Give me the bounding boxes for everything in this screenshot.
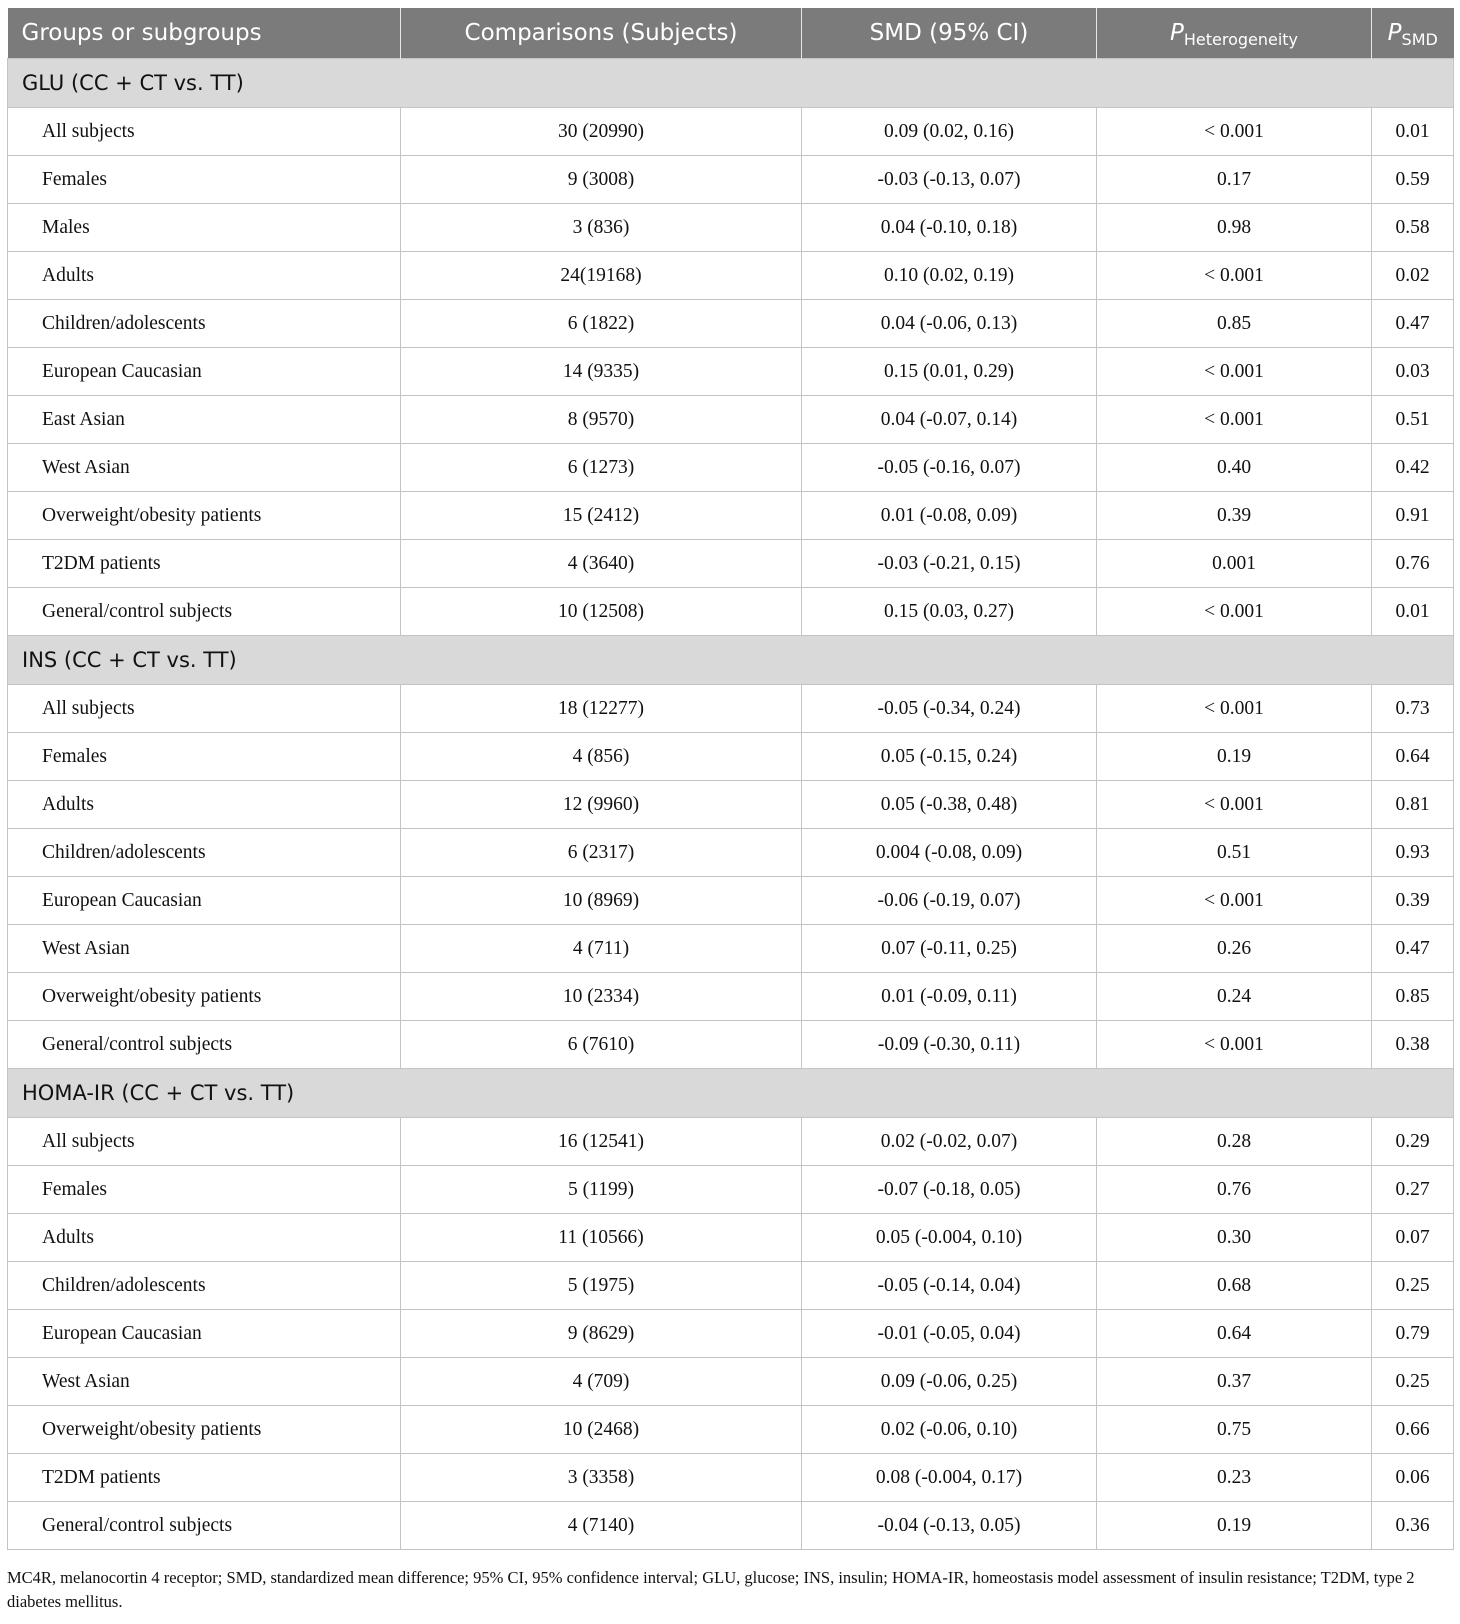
subgroup-cell: General/control subjects xyxy=(8,1021,401,1069)
subgroup-cell: All subjects xyxy=(8,685,401,733)
p-heterogeneity-cell: 0.001 xyxy=(1097,540,1372,588)
p-smd-cell: 0.73 xyxy=(1372,685,1454,733)
subgroup-cell: Adults xyxy=(8,252,401,300)
comparisons-cell: 10 (2334) xyxy=(401,973,802,1021)
smd-cell: 0.05 (-0.15, 0.24) xyxy=(802,733,1097,781)
p-heterogeneity-cell: 0.23 xyxy=(1097,1454,1372,1502)
p-smd-cell: 0.47 xyxy=(1372,925,1454,973)
p-heterogeneity-cell: 0.64 xyxy=(1097,1310,1372,1358)
p-heterogeneity-cell: 0.98 xyxy=(1097,204,1372,252)
p-smd-cell: 0.47 xyxy=(1372,300,1454,348)
p-smd-cell: 0.59 xyxy=(1372,156,1454,204)
p-smd-cell: 0.36 xyxy=(1372,1502,1454,1550)
p-smd-cell: 0.76 xyxy=(1372,540,1454,588)
subgroup-cell: Adults xyxy=(8,781,401,829)
subgroup-cell: Children/adolescents xyxy=(8,1262,401,1310)
comparisons-cell: 5 (1975) xyxy=(401,1262,802,1310)
p-heterogeneity-cell: < 0.001 xyxy=(1097,252,1372,300)
smd-cell: 0.01 (-0.08, 0.09) xyxy=(802,492,1097,540)
subgroup-cell: Overweight/obesity patients xyxy=(8,1406,401,1454)
p-smd-cell: 0.58 xyxy=(1372,204,1454,252)
table-row xyxy=(8,444,1454,492)
table-row xyxy=(8,733,1454,781)
smd-cell: -0.05 (-0.14, 0.04) xyxy=(802,1262,1097,1310)
table-row xyxy=(8,781,1454,829)
p-smd-cell: 0.06 xyxy=(1372,1454,1454,1502)
smd-cell: 0.01 (-0.09, 0.11) xyxy=(802,973,1097,1021)
p-smd-cell: 0.64 xyxy=(1372,733,1454,781)
table-row xyxy=(8,1262,1454,1310)
p-smd-cell: 0.02 xyxy=(1372,252,1454,300)
section-header-row xyxy=(8,1069,1454,1118)
subgroup-cell: European Caucasian xyxy=(8,348,401,396)
p-heterogeneity-cell: 0.68 xyxy=(1097,1262,1372,1310)
p-smd-cell: 0.91 xyxy=(1372,492,1454,540)
table-row xyxy=(8,1166,1454,1214)
header-p-heterogeneity xyxy=(1097,8,1372,59)
p-smd-cell: 0.66 xyxy=(1372,1406,1454,1454)
p-heterogeneity-cell: 0.17 xyxy=(1097,156,1372,204)
p-heterogeneity-cell: 0.85 xyxy=(1097,300,1372,348)
comparisons-cell: 4 (856) xyxy=(401,733,802,781)
comparisons-cell: 6 (7610) xyxy=(401,1021,802,1069)
smd-cell: 0.05 (-0.004, 0.10) xyxy=(802,1214,1097,1262)
comparisons-cell: 30 (20990) xyxy=(401,108,802,156)
comparisons-cell: 14 (9335) xyxy=(401,348,802,396)
table-row xyxy=(8,492,1454,540)
p-heterogeneity-cell: 0.37 xyxy=(1097,1358,1372,1406)
comparisons-cell: 5 (1199) xyxy=(401,1166,802,1214)
header-group: Groups or subgroups xyxy=(8,8,401,59)
comparisons-cell: 3 (3358) xyxy=(401,1454,802,1502)
p-heterogeneity-cell: 0.51 xyxy=(1097,829,1372,877)
smd-cell: -0.03 (-0.13, 0.07) xyxy=(802,156,1097,204)
smd-cell: 0.07 (-0.11, 0.25) xyxy=(802,925,1097,973)
smd-cell: 0.05 (-0.38, 0.48) xyxy=(802,781,1097,829)
smd-cell: 0.15 (0.01, 0.29) xyxy=(802,348,1097,396)
p-smd-cell: 0.07 xyxy=(1372,1214,1454,1262)
subgroup-cell: Children/adolescents xyxy=(8,829,401,877)
p-heterogeneity-cell: 0.26 xyxy=(1097,925,1372,973)
p-heterogeneity-cell: < 0.001 xyxy=(1097,348,1372,396)
smd-cell: -0.05 (-0.16, 0.07) xyxy=(802,444,1097,492)
p-heterogeneity-cell: 0.19 xyxy=(1097,733,1372,781)
p-heterogeneity-cell: 0.24 xyxy=(1097,973,1372,1021)
p-heterogeneity-cell: < 0.001 xyxy=(1097,781,1372,829)
subgroup-cell: Females xyxy=(8,733,401,781)
p-smd-cell: 0.38 xyxy=(1372,1021,1454,1069)
smd-cell: -0.04 (-0.13, 0.05) xyxy=(802,1502,1097,1550)
table-row xyxy=(8,1118,1454,1166)
comparisons-cell: 6 (2317) xyxy=(401,829,802,877)
p-heterogeneity-cell: < 0.001 xyxy=(1097,588,1372,636)
table-row xyxy=(8,829,1454,877)
smd-cell: 0.02 (-0.02, 0.07) xyxy=(802,1118,1097,1166)
p-heterogeneity-cell: 0.76 xyxy=(1097,1166,1372,1214)
header-p-het-sub: Heterogeneity xyxy=(1183,30,1299,49)
subgroup-cell: European Caucasian xyxy=(8,877,401,925)
table-row xyxy=(8,1406,1454,1454)
header-p-smd xyxy=(1372,8,1454,59)
smd-cell: 0.02 (-0.06, 0.10) xyxy=(802,1406,1097,1454)
smd-cell: -0.09 (-0.30, 0.11) xyxy=(802,1021,1097,1069)
p-smd-cell: 0.25 xyxy=(1372,1262,1454,1310)
p-smd-cell: 0.25 xyxy=(1372,1358,1454,1406)
smd-cell: -0.07 (-0.18, 0.05) xyxy=(802,1166,1097,1214)
subgroup-cell: Adults xyxy=(8,1214,401,1262)
p-smd-cell: 0.81 xyxy=(1372,781,1454,829)
comparisons-cell: 24(19168) xyxy=(401,252,802,300)
comparisons-cell: 4 (7140) xyxy=(401,1502,802,1550)
table-row xyxy=(8,348,1454,396)
table-row xyxy=(8,252,1454,300)
subgroup-cell: Overweight/obesity patients xyxy=(8,492,401,540)
p-smd-cell: 0.29 xyxy=(1372,1118,1454,1166)
smd-cell: 0.04 (-0.07, 0.14) xyxy=(802,396,1097,444)
table-row xyxy=(8,1310,1454,1358)
subgroup-cell: Females xyxy=(8,156,401,204)
p-smd-cell: 0.42 xyxy=(1372,444,1454,492)
smd-cell: -0.01 (-0.05, 0.04) xyxy=(802,1310,1097,1358)
p-smd-cell: 0.01 xyxy=(1372,108,1454,156)
p-heterogeneity-cell: 0.28 xyxy=(1097,1118,1372,1166)
table-row xyxy=(8,973,1454,1021)
table-row xyxy=(8,396,1454,444)
comparisons-cell: 4 (3640) xyxy=(401,540,802,588)
comparisons-cell: 6 (1273) xyxy=(401,444,802,492)
subgroup-cell: Males xyxy=(8,204,401,252)
subgroup-cell: General/control subjects xyxy=(8,1502,401,1550)
subgroup-cell: West Asian xyxy=(8,925,401,973)
smd-cell: 0.08 (-0.004, 0.17) xyxy=(802,1454,1097,1502)
smd-cell: 0.15 (0.03, 0.27) xyxy=(802,588,1097,636)
smd-cell: -0.03 (-0.21, 0.15) xyxy=(802,540,1097,588)
table-row xyxy=(8,1214,1454,1262)
comparisons-cell: 16 (12541) xyxy=(401,1118,802,1166)
p-heterogeneity-cell: < 0.001 xyxy=(1097,685,1372,733)
subgroup-cell: Children/adolescents xyxy=(8,300,401,348)
comparisons-cell: 9 (8629) xyxy=(401,1310,802,1358)
p-smd-cell: 0.51 xyxy=(1372,396,1454,444)
subgroup-cell: All subjects xyxy=(8,1118,401,1166)
subgroup-cell: All subjects xyxy=(8,108,401,156)
table-row xyxy=(8,1502,1454,1550)
p-heterogeneity-cell: 0.75 xyxy=(1097,1406,1372,1454)
smd-cell: -0.06 (-0.19, 0.07) xyxy=(802,877,1097,925)
p-smd-cell: 0.39 xyxy=(1372,877,1454,925)
comparisons-cell: 9 (3008) xyxy=(401,156,802,204)
smd-cell: 0.04 (-0.06, 0.13) xyxy=(802,300,1097,348)
p-heterogeneity-cell: < 0.001 xyxy=(1097,108,1372,156)
smd-cell: 0.09 (0.02, 0.16) xyxy=(802,108,1097,156)
p-heterogeneity-cell: < 0.001 xyxy=(1097,396,1372,444)
p-heterogeneity-cell: 0.40 xyxy=(1097,444,1372,492)
subgroup-cell: West Asian xyxy=(8,444,401,492)
section-header-row xyxy=(8,59,1454,108)
table-row xyxy=(8,925,1454,973)
subgroup-cell: T2DM patients xyxy=(8,1454,401,1502)
smd-cell: 0.004 (-0.08, 0.09) xyxy=(802,829,1097,877)
table-row xyxy=(8,685,1454,733)
p-heterogeneity-cell: 0.19 xyxy=(1097,1502,1372,1550)
table-row xyxy=(8,1454,1454,1502)
p-smd-cell: 0.27 xyxy=(1372,1166,1454,1214)
header-smd: SMD (95% CI) xyxy=(802,8,1097,59)
comparisons-cell: 15 (2412) xyxy=(401,492,802,540)
comparisons-cell: 10 (2468) xyxy=(401,1406,802,1454)
comparisons-cell: 4 (709) xyxy=(401,1358,802,1406)
comparisons-cell: 6 (1822) xyxy=(401,300,802,348)
section-title: GLU (CC + CT vs. TT) xyxy=(8,59,1454,108)
header-p-smd-sub: SMD xyxy=(1401,30,1438,49)
table-header xyxy=(8,8,1454,59)
section-title: INS (CC + CT vs. TT) xyxy=(8,636,1454,685)
table-row xyxy=(8,300,1454,348)
header-comparisons: Comparisons (Subjects) xyxy=(401,8,802,59)
header-p-het-main: P xyxy=(1169,20,1184,46)
table-row xyxy=(8,108,1454,156)
comparisons-cell: 10 (12508) xyxy=(401,588,802,636)
subgroup-cell: West Asian xyxy=(8,1358,401,1406)
subgroup-cell: Overweight/obesity patients xyxy=(8,973,401,1021)
smd-cell: -0.05 (-0.34, 0.24) xyxy=(802,685,1097,733)
subgroup-cell: East Asian xyxy=(8,396,401,444)
table-row xyxy=(8,877,1454,925)
results-table xyxy=(7,8,1454,1550)
subgroup-cell: General/control subjects xyxy=(8,588,401,636)
comparisons-cell: 12 (9960) xyxy=(401,781,802,829)
p-heterogeneity-cell: 0.39 xyxy=(1097,492,1372,540)
p-heterogeneity-cell: 0.30 xyxy=(1097,1214,1372,1262)
table-row xyxy=(8,1358,1454,1406)
comparisons-cell: 4 (711) xyxy=(401,925,802,973)
smd-cell: 0.10 (0.02, 0.19) xyxy=(802,252,1097,300)
comparisons-cell: 10 (8969) xyxy=(401,877,802,925)
subgroup-cell: Females xyxy=(8,1166,401,1214)
comparisons-cell: 18 (12277) xyxy=(401,685,802,733)
subgroup-cell: European Caucasian xyxy=(8,1310,401,1358)
table-row xyxy=(8,1021,1454,1069)
section-title: HOMA-IR (CC + CT vs. TT) xyxy=(8,1069,1454,1118)
comparisons-cell: 8 (9570) xyxy=(401,396,802,444)
comparisons-cell: 11 (10566) xyxy=(401,1214,802,1262)
section-header-row xyxy=(8,636,1454,685)
subgroup-cell: T2DM patients xyxy=(8,540,401,588)
table-row xyxy=(8,204,1454,252)
table-row xyxy=(8,540,1454,588)
smd-cell: 0.04 (-0.10, 0.18) xyxy=(802,204,1097,252)
table-row xyxy=(8,156,1454,204)
p-smd-cell: 0.85 xyxy=(1372,973,1454,1021)
p-smd-cell: 0.03 xyxy=(1372,348,1454,396)
table-body xyxy=(8,59,1454,1550)
p-heterogeneity-cell: < 0.001 xyxy=(1097,877,1372,925)
p-smd-cell: 0.79 xyxy=(1372,1310,1454,1358)
p-smd-cell: 0.93 xyxy=(1372,829,1454,877)
smd-cell: 0.09 (-0.06, 0.25) xyxy=(802,1358,1097,1406)
comparisons-cell: 3 (836) xyxy=(401,204,802,252)
p-smd-cell: 0.01 xyxy=(1372,588,1454,636)
table-footnote: MC4R, melanocortin 4 receptor; SMD, standardized mean difference; 95% CI, 95% confidence interval; GLU, glucose; INS, insulin; HOMA-IR, homeostasis model assessment of insulin resistance; T2DM, type 2 diabetes mellitus. xyxy=(7,1568,1415,1611)
header-p-smd-main: P xyxy=(1387,20,1402,46)
results-table-container xyxy=(7,8,1453,1550)
p-heterogeneity-cell: < 0.001 xyxy=(1097,1021,1372,1069)
table-row xyxy=(8,588,1454,636)
